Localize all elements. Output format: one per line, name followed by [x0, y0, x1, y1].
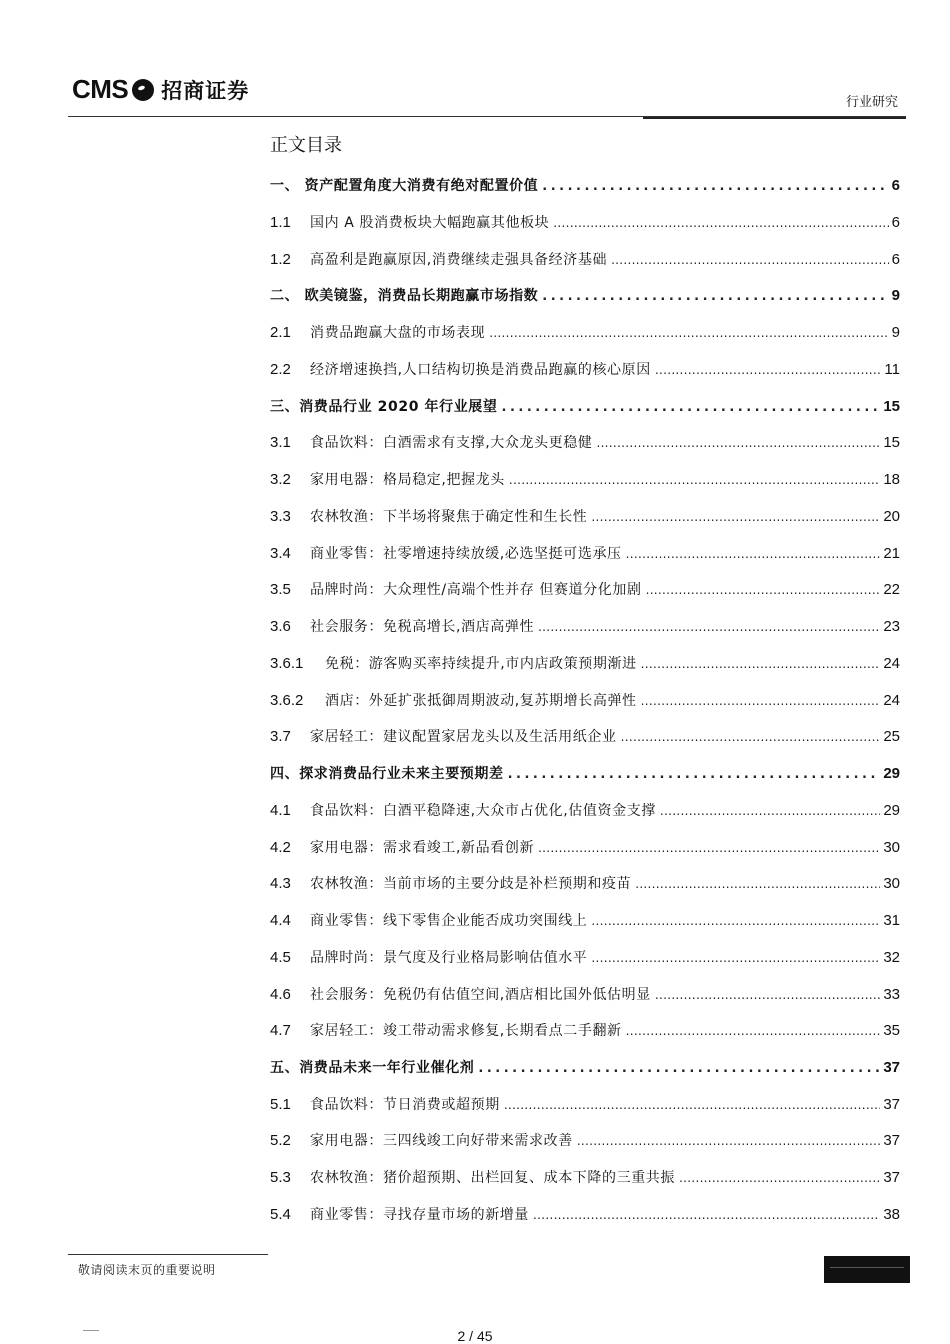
toc-entry-number: 3.4 — [270, 545, 291, 562]
toc-entry[interactable] — [270, 285, 900, 307]
toc-entry-page: 31 — [883, 912, 900, 929]
toc-entry-number: 5.3 — [270, 1169, 291, 1186]
toc-entry-page: 37 — [883, 1169, 900, 1186]
toc-dot-leader — [502, 400, 881, 415]
toc-entry-title: 酒店：外延扩张抵御周期波动,复苏期增长高弹性 — [325, 693, 637, 709]
toc-entry-title: 农林牧渔：猪价超预期、出栏回复、成本下降的三重共振 — [310, 1170, 675, 1186]
toc-entry-page: 32 — [883, 949, 900, 966]
toc-entry-number: 4.5 — [270, 949, 291, 966]
toc-dot-leader — [509, 473, 880, 487]
toc-entry-number: 3.2 — [270, 471, 291, 488]
logo-mark-icon — [132, 79, 154, 101]
toc-dot-leader — [538, 620, 880, 634]
toc-entry-page: 30 — [883, 875, 900, 892]
toc-entry[interactable] — [270, 1020, 900, 1042]
toc-dot-leader — [508, 767, 881, 782]
toc-entry-page: 29 — [883, 802, 900, 819]
toc-entry-page: 6 — [891, 177, 900, 194]
toc-dot-leader — [635, 877, 880, 891]
toc-entry[interactable] — [270, 653, 900, 675]
toc-entry[interactable] — [270, 910, 900, 932]
toc-entry-number: 4.1 — [270, 802, 291, 819]
toc-dot-leader — [655, 988, 880, 1002]
toc-entry[interactable] — [270, 726, 900, 748]
toc-entry[interactable] — [270, 837, 900, 859]
toc-entry-page: 24 — [883, 692, 900, 709]
toc-dot-leader — [542, 179, 888, 194]
toc-entry-page: 22 — [883, 581, 900, 598]
toc-entry-title: 商业零售：社零增速持续放缓,必选坚挺可选承压 — [310, 546, 622, 562]
toc-entry-page: 30 — [883, 839, 900, 856]
toc-entry-title: 高盈利是跑赢原因,消费继续走强具备经济基础 — [310, 252, 608, 268]
toc-entry-title: 社会服务：免税仍有估值空间,酒店相比国外低估明显 — [310, 987, 651, 1003]
toc-entry[interactable] — [270, 543, 900, 565]
toc-entry[interactable] — [270, 432, 900, 454]
toc-dot-leader — [641, 657, 881, 671]
toc-entry-page: 35 — [883, 1022, 900, 1039]
toc-entry-number: 4.3 — [270, 875, 291, 892]
footer-divider — [68, 1254, 268, 1255]
toc-entry[interactable] — [270, 1204, 900, 1226]
toc-dot-leader — [591, 510, 880, 524]
toc-entry-title: 四、探求消费品行业未来主要预期差 — [270, 766, 504, 782]
toc-entry-number: 3.6.1 — [270, 655, 304, 672]
toc-entry-page: 21 — [883, 545, 900, 562]
toc-entry-number: 3.5 — [270, 581, 291, 598]
toc-entry-page: 38 — [883, 1206, 900, 1223]
toc-entry-page: 33 — [883, 986, 900, 1003]
toc-entry-page: 20 — [883, 508, 900, 525]
toc-entry-number: 3.1 — [270, 434, 291, 451]
toc-dot-leader — [504, 1098, 881, 1112]
toc-entry[interactable] — [270, 396, 900, 418]
toc-entry-page: 6 — [891, 214, 900, 231]
toc-dot-leader — [611, 253, 889, 267]
toc-entry-number: 4.4 — [270, 912, 291, 929]
report-category: 行业研究 — [845, 95, 898, 110]
toc-title: 正文目录 — [270, 135, 342, 156]
toc-entry-title: 品牌时尚：景气度及行业格局影响估值水平 — [310, 950, 588, 966]
toc-dot-leader — [478, 1061, 880, 1076]
toc-entry-number: 4.2 — [270, 839, 291, 856]
toc-entry-number: 5.2 — [270, 1132, 291, 1149]
toc-entry[interactable] — [270, 1094, 900, 1116]
toc-entry-page: 37 — [883, 1096, 900, 1113]
toc-entry-title: 家居轻工：建议配置家居龙头以及生活用纸企业 — [310, 729, 617, 745]
toc-entry-number: 2.1 — [270, 324, 291, 341]
toc-dot-leader — [621, 730, 881, 744]
toc-entry-title: 家用电器：格局稳定,把握龙头 — [310, 472, 505, 488]
toc-dot-leader — [641, 694, 881, 708]
toc-entry[interactable] — [270, 690, 900, 712]
toc-dot-leader — [626, 1024, 881, 1038]
toc-entry-number: 3.7 — [270, 728, 291, 745]
toc-entry-title: 五、消费品未来一年行业催化剂 — [270, 1060, 475, 1076]
footer-black-box — [824, 1256, 910, 1283]
toc-dot-leader — [553, 216, 888, 230]
toc-entry-title: 商业零售：线下零售企业能否成功突围线上 — [310, 913, 588, 929]
toc-entry-page: 11 — [884, 361, 900, 378]
toc-entry-title: 国内 A 股消费板块大幅跑赢其他板块 — [310, 215, 550, 231]
toc-entry[interactable] — [270, 947, 900, 969]
toc-dot-leader — [591, 951, 880, 965]
toc-entry-page: 9 — [891, 324, 900, 341]
toc-entry-page: 23 — [883, 618, 900, 635]
toc-entry-title: 食品饮料：节日消费或超预期 — [310, 1097, 500, 1113]
toc-entry-title: 免税：游客购买率持续提升,市内店政策预期渐进 — [325, 656, 637, 672]
toc-dot-leader — [591, 914, 880, 928]
toc-entry-title: 经济增速换挡,人口结构切换是消费品跑赢的核心原因 — [310, 362, 651, 378]
toc-entry-title: 三、消费品行业 2020 年行业展望 — [270, 399, 498, 415]
toc-entry[interactable] — [270, 579, 900, 601]
toc-entry-page: 15 — [883, 434, 900, 451]
toc-entry-page: 6 — [891, 251, 900, 268]
toc-entry[interactable] — [270, 249, 900, 271]
toc-entry-title: 家用电器：三四线竣工向好带来需求改善 — [310, 1133, 573, 1149]
toc-entry-page: 29 — [883, 765, 900, 782]
toc-entry-title: 二、 欧美镜鉴，消费品长期跑赢市场指数 — [270, 288, 539, 304]
toc-dot-leader — [596, 436, 880, 450]
toc-entry-page: 37 — [883, 1059, 900, 1076]
toc-dot-leader — [660, 804, 880, 818]
toc-dot-leader — [489, 326, 888, 340]
toc-dot-leader — [542, 289, 888, 304]
toc-entry-number: 5.4 — [270, 1206, 291, 1223]
toc-entry-page: 25 — [883, 728, 900, 745]
toc-entry-title: 商业零售：寻找存量市场的新增量 — [310, 1207, 529, 1223]
toc-entry-number: 2.2 — [270, 361, 291, 378]
toc-entry-number: 3.6 — [270, 618, 291, 635]
toc-entry-number: 1.2 — [270, 251, 291, 268]
toc-entry-number: 3.6.2 — [270, 692, 304, 709]
company-logo — [72, 74, 249, 105]
toc-entry-title: 家用电器：需求看竣工,新品看创新 — [310, 840, 535, 856]
toc-entry-page: 24 — [883, 655, 900, 672]
toc-dot-leader — [646, 583, 881, 597]
page-number: 2 / 45 — [457, 1328, 493, 1344]
logo-latin-text: CMS — [72, 74, 129, 104]
toc-entry[interactable] — [270, 616, 900, 638]
toc-entry-number: 3.3 — [270, 508, 291, 525]
header-divider-accent — [643, 117, 906, 119]
toc-entry[interactable] — [270, 506, 900, 528]
footer-disclaimer-note: 敬请阅读末页的重要说明 — [78, 1263, 216, 1277]
toc-entry[interactable] — [270, 1057, 900, 1079]
toc-entry[interactable] — [270, 359, 900, 381]
toc-entry-title: 农林牧渔：当前市场的主要分歧是补栏预期和疫苗 — [310, 876, 632, 892]
toc-entry-title: 消费品跑赢大盘的市场表现 — [310, 325, 486, 341]
toc-dot-leader — [679, 1171, 880, 1185]
toc-entry-number: 1.1 — [270, 214, 291, 231]
toc-entry[interactable] — [270, 800, 900, 822]
toc-entry-number: 4.7 — [270, 1022, 291, 1039]
toc-entry-title: 食品饮料：白酒平稳降速,大众市占优化,估值资金支撑 — [310, 803, 656, 819]
toc-entry-title: 农林牧渔：下半场将聚焦于确定性和生长性 — [310, 509, 588, 525]
toc-dot-leader — [533, 1208, 880, 1222]
toc-entry[interactable] — [270, 1130, 900, 1152]
toc-entry-title: 食品饮料：白酒需求有支撑,大众龙头更稳健 — [310, 435, 593, 451]
toc-dot-leader — [538, 841, 880, 855]
toc-entry[interactable] — [270, 873, 900, 895]
toc-entry[interactable] — [270, 763, 900, 785]
logo-chinese-text: 招商证券 — [161, 78, 250, 103]
toc-dot-leader — [577, 1134, 881, 1148]
toc-entry-number: 4.6 — [270, 986, 291, 1003]
toc-entry-page: 9 — [891, 287, 900, 304]
toc-entry-page: 18 — [883, 471, 900, 488]
toc-dot-leader — [626, 547, 881, 561]
toc-dot-leader — [655, 363, 882, 377]
toc-entry-title: 一、 资产配置角度大消费有绝对配置价值 — [270, 178, 539, 194]
toc-entry[interactable] — [270, 984, 900, 1006]
toc-entry[interactable] — [270, 322, 900, 344]
toc-entry[interactable] — [270, 175, 900, 197]
toc-entry-title: 社会服务：免税高增长,酒店高弹性 — [310, 619, 535, 635]
toc-entry-page: 15 — [883, 398, 900, 415]
toc-entry-title: 家居轻工：竣工带动需求修复,长期看点二手翻新 — [310, 1023, 622, 1039]
toc-entry[interactable] — [270, 212, 900, 234]
toc-entry-title: 品牌时尚：大众理性/高端个性并存 但赛道分化加剧 — [310, 582, 642, 598]
toc-entry[interactable] — [270, 469, 900, 491]
toc-entry-page: 37 — [883, 1132, 900, 1149]
toc-entry-number: 5.1 — [270, 1096, 291, 1113]
toc-entry[interactable] — [270, 1167, 900, 1189]
